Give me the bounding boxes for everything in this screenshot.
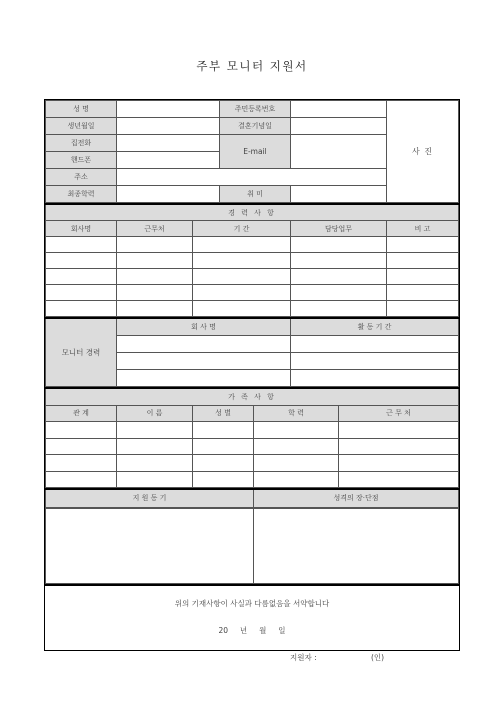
home-phone-field[interactable] [117,135,220,152]
career-table [45,203,459,317]
address-label: 주소 [46,169,117,186]
monitor-label: 모니터 경력 [46,318,117,387]
pledge-section [45,584,459,681]
family-header: 가 족 사 항 [46,388,459,405]
table-row [46,269,459,285]
photo-box[interactable]: 사 진 [387,101,459,203]
traits-field[interactable] [254,508,459,583]
table-row [46,253,459,269]
motive-label: 지 원 동 기 [46,489,254,507]
pledge-date: 20 년 월 일 [218,625,286,635]
email-label: E-mail [220,135,291,169]
career-col-company: 회사명 [46,221,117,237]
rrn-label: 주민등록번호 [220,101,291,118]
family-col-education: 학 력 [254,405,339,422]
career-col-note: 비 고 [387,221,459,237]
birth-label: 생년월일 [46,118,117,135]
family-table [45,387,459,488]
motive-field[interactable] [46,508,254,583]
table-row [46,455,459,472]
monitor-col-company: 회 사 명 [117,318,291,336]
name-field[interactable] [117,101,220,118]
applicant-label: 지원자 : [290,652,317,662]
table-row [46,438,459,455]
wedding-field[interactable] [291,118,387,135]
birth-field[interactable] [117,118,220,135]
application-form [44,99,460,662]
traits-label: 성격의 장·단점 [254,489,459,507]
mobile-label: 핸드폰 [46,152,117,169]
education-field[interactable] [117,186,220,203]
career-col-period: 기 간 [193,221,291,237]
wedding-label: 결혼기념일 [220,118,291,135]
family-col-relation: 관 계 [46,405,117,422]
monitor-col-period: 활 동 기 간 [291,318,459,336]
family-col-workplace: 근 무 처 [339,405,459,422]
table-row [46,422,459,439]
seal-mark: (인) [371,652,385,662]
pledge-statement: 위의 기재사항이 사실과 다름없음을 서약합니다 [174,598,330,608]
personal-info-table [45,100,459,203]
mobile-field[interactable] [117,152,220,169]
hobby-label: 취 미 [220,186,291,203]
table-row [46,237,459,253]
career-header: 경 력 사 항 [46,204,459,221]
career-col-duty: 담당업무 [291,221,387,237]
home-phone-label: 집전화 [46,135,117,152]
rrn-field[interactable] [291,101,387,118]
form-title: 주부 모니터 지원서 [196,59,308,73]
table-row [46,285,459,301]
table-row [46,301,459,317]
email-field[interactable] [291,135,387,169]
monitor-table [45,317,459,387]
hobby-field[interactable] [291,186,387,203]
name-label: 성 명 [46,101,117,118]
career-col-workplace: 근무처 [117,221,193,237]
essay-table [45,488,459,508]
family-col-name: 이 름 [117,405,193,422]
essay-area-table [45,508,459,584]
education-label: 최종학력 [46,186,117,203]
family-col-gender: 성 별 [193,405,254,422]
address-field[interactable] [117,169,387,186]
table-row [46,471,459,488]
